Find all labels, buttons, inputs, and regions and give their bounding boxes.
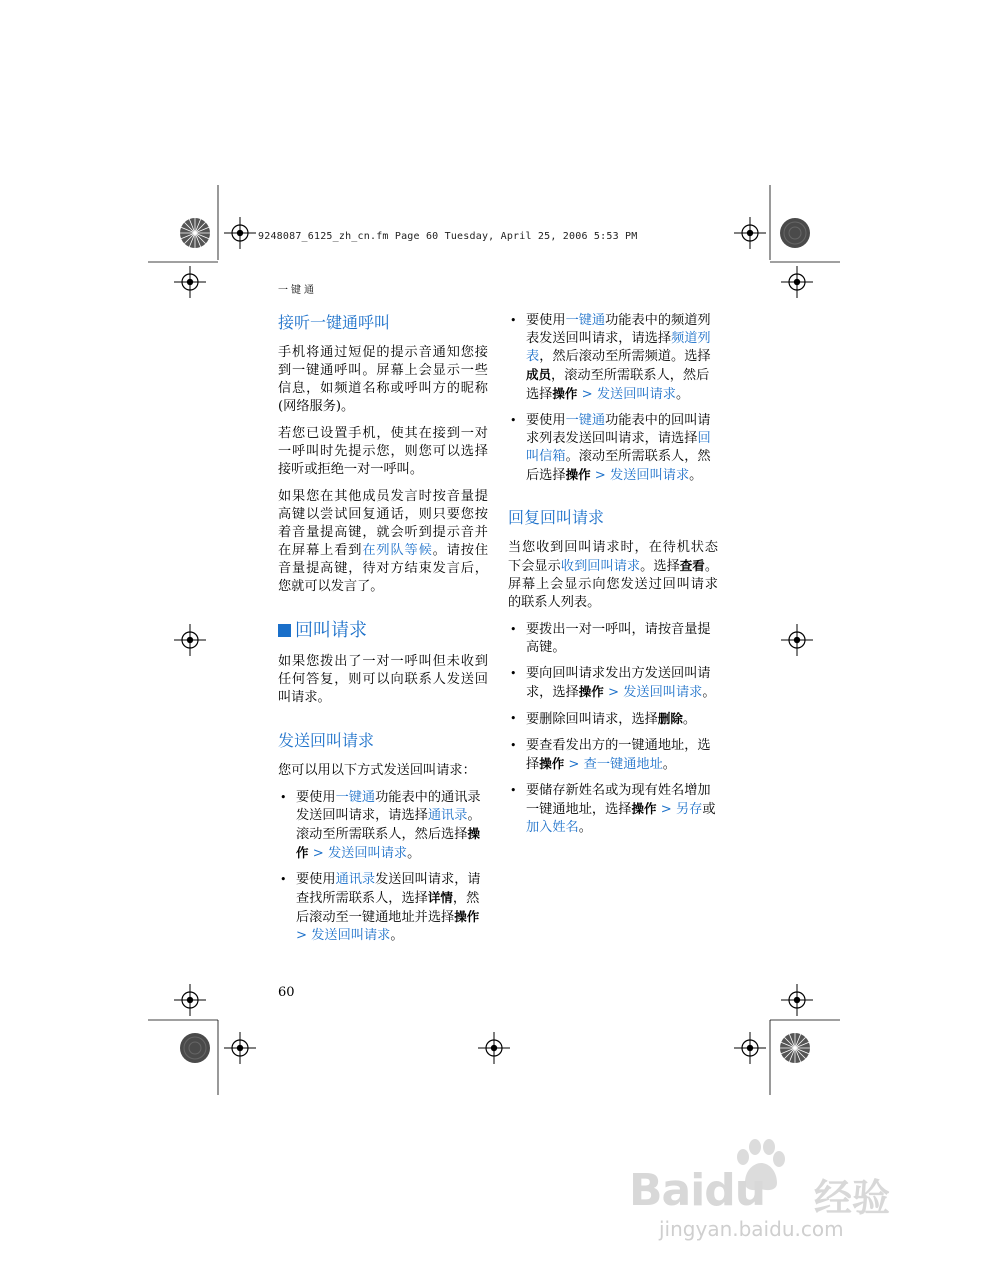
list-item: • 要向回叫请求发出方发送回叫请求，选择操作 > 发送回叫请求。 — [508, 665, 718, 702]
paragraph: 当您收到回叫请求时，在待机状态下会显示收到回叫请求。选择查看。屏幕上会显示向您发送过回叫请求的联系人列表。 — [508, 540, 719, 610]
paragraph: 若您已设置手机，使其在接到一对一呼叫时先提示您，则您可以选择接听或拒绝一对一呼叫。 — [278, 426, 488, 477]
left-column — [278, 312, 488, 953]
list-item: • 要使用一键通功能表中的频道列表发送回叫请求，请选择频道列表，然后滚动至所需频道。选择成员，滚动至所需联系人，然后选择操作 > 发送回叫请求。 — [508, 312, 718, 404]
list-item: • 要删除回叫请求，选择删除。 — [508, 710, 718, 729]
right-column — [508, 312, 718, 845]
paragraph: 手机将通过短促的提示音通知您接到一键通呼叫。屏幕上会显示一些信息，如频道名称或呼叫方的昵称 (网络服务)。 — [278, 345, 488, 414]
file-header: 9248087_6125_zh_cn.fm Page 60 Tuesday, April 25, 2006 5:53 PM — [258, 231, 638, 242]
list-item: • 要查看发出方的一键通地址，选择操作 > 查一键通地址。 — [508, 737, 718, 774]
watermark-cn: 经验 — [814, 1176, 891, 1220]
running-head: 一键通 — [278, 285, 317, 296]
ui-term: 在列队等候 — [362, 543, 433, 558]
chapter-heading: 回叫请求 — [278, 619, 488, 643]
list-item: • 要使用一键通功能表中的通讯录发送回叫请求，请选择通讯录。滚动至所需联系人，然后选择操作 > 发送回叫请求。 — [278, 789, 488, 863]
baidu-watermark — [629, 1135, 929, 1245]
list-item: • 要使用一键通功能表中的回叫请求列表发送回叫请求，请选择回叫信箱。滚动至所需联系人，然后选择操作 > 发送回叫请求。 — [508, 412, 718, 485]
paragraph: 如果您拨出了一对一呼叫但未收到任何答复，则可以向联系人发送回叫请求。 — [278, 654, 488, 705]
paragraph: 如果您在其他成员发言时按音量提高键以尝试回复通话，则只要您按着音量提高键，就会听到提示音并在屏幕上看到在列队等候。请按住音量提高键，待对方结束发言后，您就可以发言了。 — [278, 489, 489, 594]
page-number: 60 — [278, 985, 295, 1000]
section-heading: 接听一键通呼叫 — [278, 313, 391, 332]
bullet-list — [508, 312, 718, 485]
square-bullet-icon — [278, 624, 291, 637]
watermark-brand: Baidu — [629, 1165, 766, 1216]
bullet-list — [508, 621, 718, 837]
section-heading: 发送回叫请求 — [278, 731, 375, 750]
list-item: • 要拨出一对一呼叫，请按音量提高键。 — [508, 621, 718, 657]
watermark-url: jingyan.baidu.com — [659, 1217, 844, 1241]
section-heading: 回复回叫请求 — [508, 508, 605, 527]
paragraph: 您可以用以下方式发送回叫请求： — [278, 763, 476, 778]
list-item: • 要储存新姓名或为现有姓名增加一键通地址，选择操作 > 另存或加入姓名。 — [508, 782, 718, 837]
list-item: • 要使用通讯录发送回叫请求，请查找所需联系人，选择详情，然后滚动至一键通地址并选择操作 > 发送回叫请求。 — [278, 871, 488, 945]
bullet-list — [278, 789, 488, 945]
